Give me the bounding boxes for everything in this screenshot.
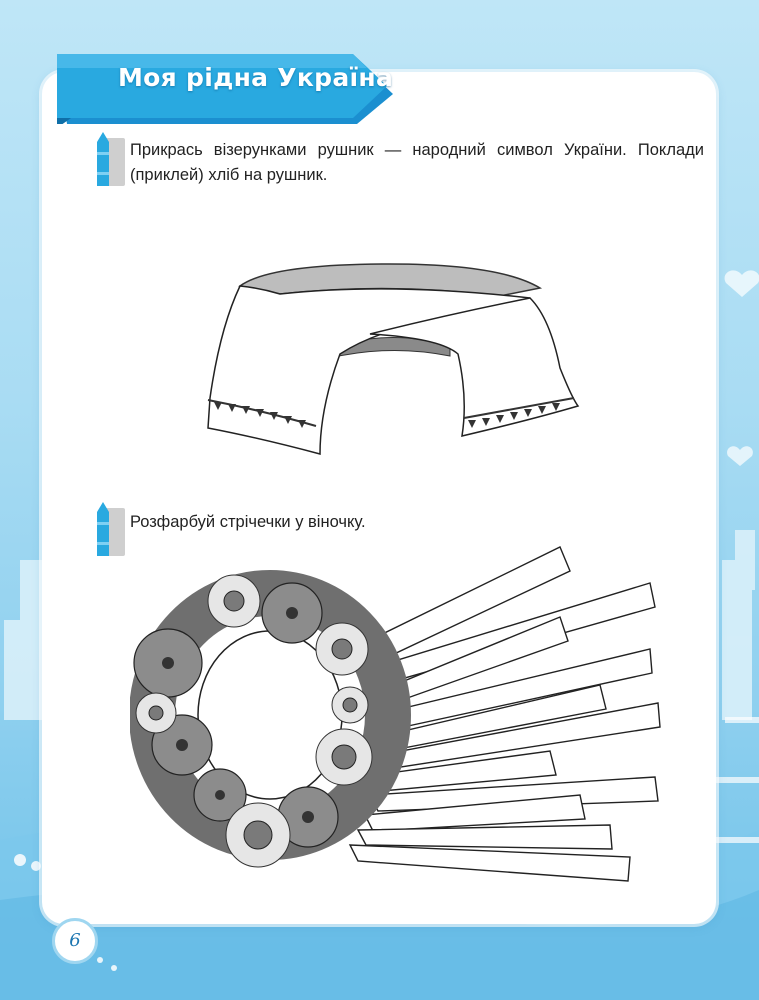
towel-illustration bbox=[200, 258, 590, 458]
pencil-icon bbox=[93, 132, 125, 192]
task-2-text: Розфарбуй стрічечки у віночку. bbox=[130, 513, 366, 531]
pencil-icon bbox=[93, 502, 125, 562]
page-number: 6 bbox=[52, 918, 98, 964]
task-1-text: Прикрась візерунками рушник — народний символ України. Поклади (приклей) хліб на рушник. bbox=[130, 141, 704, 184]
page-title: Моя рідна Україна bbox=[118, 63, 394, 92]
wreath-illustration bbox=[130, 545, 670, 895]
